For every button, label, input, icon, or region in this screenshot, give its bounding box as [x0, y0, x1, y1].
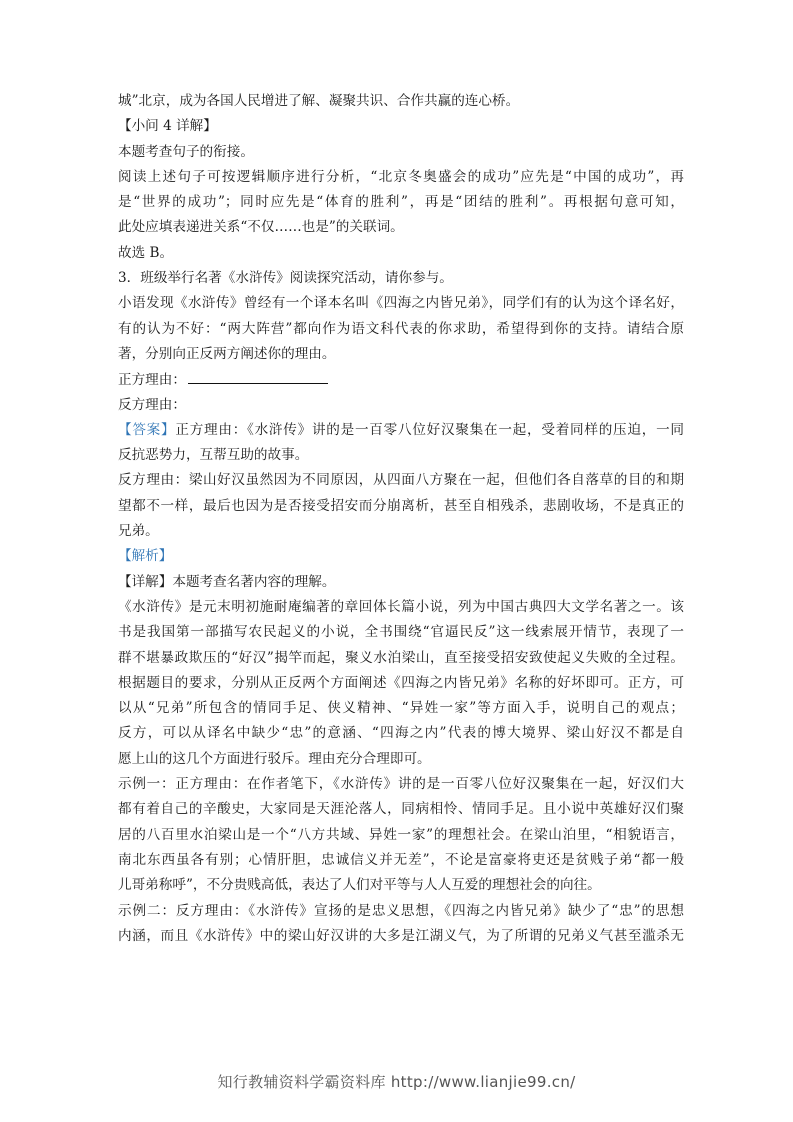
text-line: 【详解】本题考查名著内容的理解。	[118, 573, 336, 590]
analysis-tag: 【解析】	[118, 548, 173, 565]
answer-tag: 【答案】	[118, 421, 176, 438]
text-line: 反抗恶势力，互帮互助的故事。	[118, 447, 309, 464]
text-line: 示例二：反方理由：《水浒传》宣扬的是忠义思想，《四海之内皆兄弟》缺少了“忠”的思想	[118, 902, 684, 919]
pro-reason-line	[118, 367, 684, 392]
text-line: 本题考查句子的衔接。	[118, 143, 254, 160]
text-line: 根据题目的要求，分别从正反两个方面阐述《四海之内皆兄弟》名称的好坏即可。正方，可	[118, 674, 684, 691]
text-line: 示例一：正方理由：在作者笔下，《水浒传》讲的是一百零八位好汉聚集在一起，好汉们大	[118, 776, 684, 793]
document-body	[118, 89, 684, 949]
text-line: 阅读上述句子可按逻辑顺序进行分析，“北京冬奥盛会的成功”应先是“中国的成功”，再	[118, 168, 684, 185]
pro-reason-label: 正方理由：	[118, 372, 186, 389]
text-line: 反方，可以从译名中缺少“忠”的意涵、“四海之内”代表的博大境界、梁山好汉不都是自	[118, 725, 684, 742]
section-heading: 【小问 4 详解】	[118, 118, 217, 135]
text-line: 居的八百里水泊梁山是一个“八方共域、异姓一家”的理想社会。在梁山泊里，“相貌语言，	[118, 826, 684, 843]
text-line: 是“世界的成功”；同时应先是“体育的胜利”，再是“团结的胜利”。再根据句意可知，	[118, 194, 684, 211]
answer-text: 正方理由：《水浒传》讲的是一百零八位好汉聚集在一起，受着同样的压迫，一同	[175, 421, 684, 438]
answer-line	[118, 418, 684, 443]
text-line: 此处应填表递进关系“不仅……也是”的关联词。	[118, 219, 404, 236]
answer-blank	[188, 367, 328, 384]
text-line: 城”北京，成为各国人民增进了解、凝聚共识、合作共赢的连心桥。	[118, 93, 520, 109]
text-line: 著，分别向正反两方阐述你的理由。	[118, 345, 336, 362]
text-line: 有的认为不好：“两大阵营”都向作为语文科代表的你求助，希望得到你的支持。请结合原	[118, 320, 684, 337]
text-line: 以从“兄弟”所包含的情同手足、侠义精神、“异姓一家”等方面入手，说明自己的观点；	[118, 700, 684, 717]
text-line: 故选 B。	[118, 244, 174, 261]
text-line: 南北东西虽各有别；心情肝胆，忠诚信义并无差”，不论是富豪将吏还是贫贱子弟“都一般	[118, 851, 684, 868]
text-line: 都有着自己的辛酸史，大家同是天涯沦落人，同病相怜、情同手足。且小说中英雄好汉们聚	[118, 801, 684, 818]
question-title: 3．班级举行名著《水浒传》阅读探究活动，请你参与。	[118, 270, 453, 287]
text-line: 《水浒传》是元末明初施耐庵编著的章回体长篇小说，列为中国古典四大文学名著之一。该	[118, 598, 684, 615]
text-line: 望都不一样，最后也因为是否接受招安而分崩离析，甚至自相残杀，悲剧收场，不是真正的	[118, 497, 684, 514]
text-line: 小语发现《水浒传》曾经有一个译本名叫《四海之内皆兄弟》，同学们有的认为这个译名好，	[118, 295, 684, 312]
text-line: 兄弟。	[118, 523, 159, 540]
text-line: 反方理由：梁山好汉虽然因为不同原因，从四面八方聚在一起，但他们各自落草的目的和期	[118, 472, 684, 489]
text-line: 愿上山的这几个方面进行驳斥。理由充分合理即可。	[118, 750, 431, 767]
text-line: 内涵，而且《水浒传》中的梁山好汉讲的大多是江湖义气，为了所谓的兄弟义气甚至滥杀无	[118, 927, 684, 944]
text-line: 群不堪暴政欺压的“好汉”揭竿而起，聚义水泊梁山，直至接受招安致使起义失败的全过程。	[118, 649, 684, 666]
text-line: 书是我国第一部描写农民起义的小说，全书围绕“官逼民反”这一线索展开情节，表现了一	[118, 624, 684, 641]
text-line: 儿哥弟称呼”，不分贵贱高低，表达了人们对平等与人人互爱的理想社会的向往。	[118, 877, 601, 894]
con-reason-line: 反方理由：	[118, 396, 186, 413]
footer-watermark: 知行教辅资料学霸资料库 http://www.lianjie99.cn/	[217, 1073, 576, 1091]
